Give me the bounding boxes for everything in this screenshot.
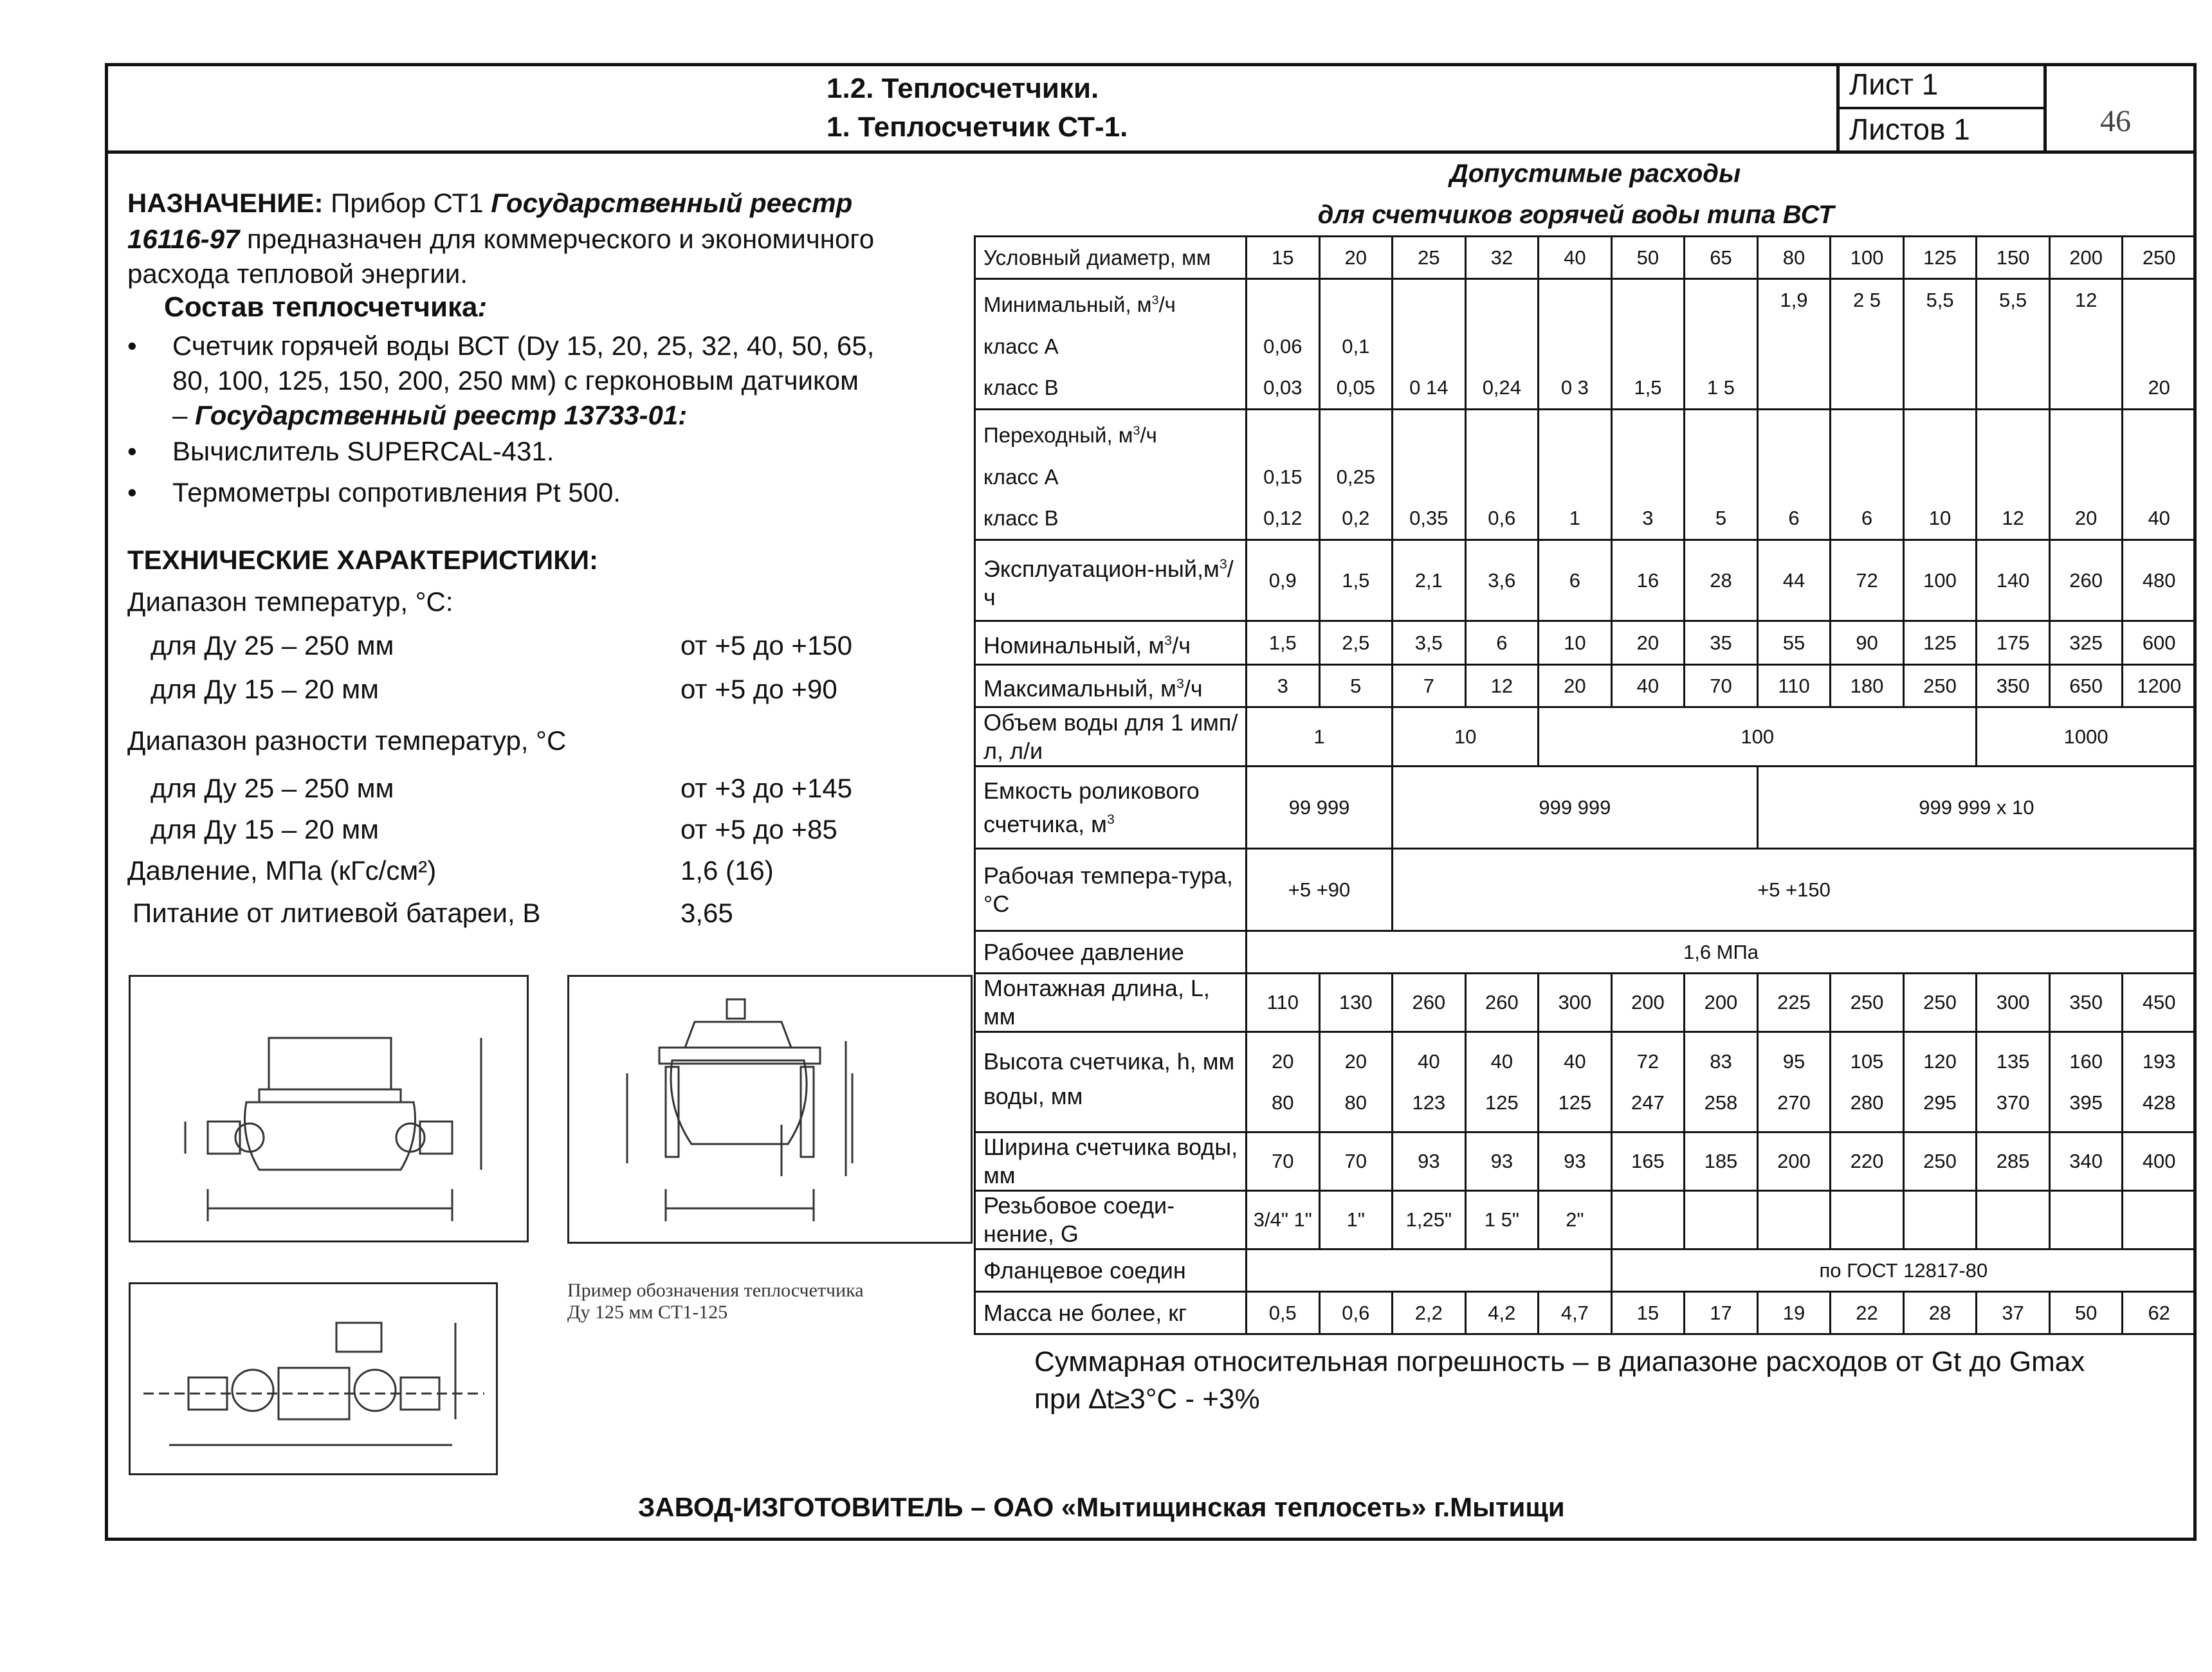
mounting-length-value: 200 bbox=[1685, 974, 1758, 1032]
thread-connection-value bbox=[1903, 1191, 1977, 1249]
meter-width-value: 93 bbox=[1393, 1132, 1466, 1191]
sheet-label: Лист 1 bbox=[1849, 68, 1939, 101]
operational-flow-row bbox=[975, 540, 2196, 621]
header-divider bbox=[105, 150, 2197, 154]
page-number: 46 bbox=[2100, 104, 2131, 138]
threaded-meter-icon bbox=[131, 977, 527, 1240]
error-note-line-1: Суммарная относительная погрешность – в диапазоне расходов от Gt до Gmax bbox=[1034, 1346, 2085, 1377]
mounting-length-value: 260 bbox=[1393, 974, 1466, 1032]
manufacturer-footer: ЗАВОД-ИЗГОТОВИТЕЛЬ – ОАО «Мытищинская теплосеть» г.Мытищи bbox=[638, 1492, 1565, 1522]
meter-height-value: 72 247 bbox=[1611, 1032, 1685, 1132]
max-flow-row bbox=[975, 665, 2196, 707]
diameter-value: 125 bbox=[1903, 237, 1977, 279]
nominal-flow-value: 1,5 bbox=[1247, 621, 1320, 665]
header-stamp-row-divider bbox=[1836, 107, 2045, 109]
counter-capacity-value: 99 999 bbox=[1247, 767, 1393, 849]
nominal-flow-value: 3,5 bbox=[1393, 621, 1466, 665]
thread-connection-value: 3/4" 1" bbox=[1247, 1191, 1320, 1249]
nominal-flow-value: 2,5 bbox=[1319, 621, 1393, 665]
transition-flow-value: 12 bbox=[1977, 410, 2050, 540]
transition-flow-value: 5 bbox=[1685, 410, 1758, 540]
meter-width-value: 165 bbox=[1611, 1132, 1685, 1191]
flange-connection-value: по ГОСТ 12817-80 bbox=[1611, 1249, 2195, 1292]
nominal-flow-value: 90 bbox=[1831, 621, 1904, 665]
transition-flow-value: 40 bbox=[2123, 410, 2196, 540]
flange-connection-value bbox=[1247, 1249, 1612, 1292]
diameter-value: 200 bbox=[2049, 237, 2123, 279]
meter-height-value: 120 295 bbox=[1903, 1032, 1977, 1132]
pressure-label: Давление, МПа (кГс/см²) bbox=[127, 855, 437, 886]
nominal-flow-value: 325 bbox=[2049, 621, 2123, 665]
diameter-row bbox=[975, 237, 2196, 279]
purpose-text-b: предназначен для коммерческого и экономичного bbox=[239, 224, 875, 254]
bullet-icon: • bbox=[127, 331, 137, 361]
nominal-flow-value: 10 bbox=[1539, 621, 1612, 665]
transition-flow-value: 0,6 bbox=[1465, 410, 1539, 540]
mounting-length-label: Монтажная длина, L, мм bbox=[975, 974, 1247, 1032]
mounting-length-value: 260 bbox=[1465, 974, 1539, 1032]
meter-height-value: 160 395 bbox=[2049, 1032, 2123, 1132]
mounting-length-value: 250 bbox=[1831, 974, 1904, 1032]
operational-flow-value: 1,5 bbox=[1319, 540, 1393, 621]
mass-value: 50 bbox=[2049, 1292, 2123, 1334]
nominal-flow-label: Номинальный, $м^3/ч$ bbox=[975, 621, 1247, 665]
max-flow-value: 12 bbox=[1465, 665, 1539, 707]
transition-flow-value: 3 bbox=[1611, 410, 1685, 540]
max-flow-value: 3 bbox=[1247, 665, 1320, 707]
mass-value: 4,2 bbox=[1465, 1292, 1539, 1334]
thread-connection-value bbox=[1831, 1191, 1904, 1249]
thread-connection-value bbox=[1977, 1191, 2050, 1249]
composition-item-2: Вычислитель SUPERCAL-431. bbox=[172, 436, 554, 466]
meter-width-value: 93 bbox=[1539, 1132, 1612, 1191]
working-temperature-label: Рабочая темпера-тура, °С bbox=[975, 849, 1247, 931]
composition-title bbox=[164, 291, 487, 324]
purpose-line-1 bbox=[127, 186, 852, 220]
temp-diff-row-1-label: для Ду 25 – 250 мм bbox=[151, 773, 394, 803]
operational-flow-value: 2,1 bbox=[1393, 540, 1466, 621]
thread-connection-value: 1 5" bbox=[1465, 1191, 1539, 1249]
operational-flow-value: 140 bbox=[1977, 540, 2050, 621]
flange-connection-row bbox=[975, 1249, 2196, 1292]
nominal-flow-value: 20 bbox=[1611, 621, 1685, 665]
max-flow-value: 180 bbox=[1831, 665, 1904, 707]
meter-height-value: 105 280 bbox=[1831, 1032, 1904, 1132]
meter-width-value: 185 bbox=[1685, 1132, 1758, 1191]
pulse-volume-value: 100 bbox=[1539, 707, 1977, 767]
operational-flow-value: 100 bbox=[1903, 540, 1977, 621]
operational-flow-value: 6 bbox=[1539, 540, 1612, 621]
max-flow-value: 1200 bbox=[2123, 665, 2196, 707]
meter-drawing-threaded bbox=[129, 975, 529, 1242]
thread-connection-value bbox=[2123, 1191, 2196, 1249]
working-pressure-row bbox=[975, 931, 2196, 974]
mass-value: 4,7 bbox=[1539, 1292, 1612, 1334]
pulse-volume-value: 1000 bbox=[1977, 707, 2196, 767]
nominal-flow-value: 600 bbox=[2123, 621, 2196, 665]
min-flow-value: 0,06 0,03 bbox=[1247, 279, 1320, 410]
mounting-length-value: 130 bbox=[1319, 974, 1393, 1032]
pulse-volume-row bbox=[975, 707, 2196, 767]
battery-value: 3,65 bbox=[681, 898, 733, 928]
table-title-line-2: для счетчиков горячей воды типа ВСТ bbox=[1317, 201, 1834, 229]
operational-flow-value: 16 bbox=[1611, 540, 1685, 621]
temp-range-row-1-value: от +5 до +150 bbox=[681, 630, 853, 660]
mounting-length-value: 200 bbox=[1611, 974, 1685, 1032]
min-flow-value: 1,9 bbox=[1757, 279, 1831, 410]
operational-flow-value: 0,9 bbox=[1247, 540, 1320, 621]
operational-flow-value: 260 bbox=[2049, 540, 2123, 621]
meter-height-row bbox=[975, 1032, 2196, 1132]
error-note-line-2: при ∆t≥3°С - +3% bbox=[1034, 1383, 1260, 1415]
meter-height-label: Высота счетчика, h, мм воды, мм bbox=[975, 1032, 1247, 1132]
meter-height-value: 193 428 bbox=[2123, 1032, 2196, 1132]
mounting-length-row bbox=[975, 974, 2196, 1032]
pulse-volume-value: 1 bbox=[1247, 707, 1393, 767]
designation-example-line-2: Ду 125 мм СТ1-125 bbox=[567, 1302, 728, 1323]
mounting-length-value: 250 bbox=[1903, 974, 1977, 1032]
max-flow-value: 250 bbox=[1903, 665, 1977, 707]
thread-connection-label: Резьбовое соеди-нение, G bbox=[975, 1191, 1247, 1249]
meter-height-value: 95 270 bbox=[1757, 1032, 1831, 1132]
temp-range-row-1-label: для Ду 25 – 250 мм bbox=[151, 630, 394, 660]
flow-rates-table bbox=[974, 235, 2197, 1335]
meter-height-value: 135 370 bbox=[1977, 1032, 2050, 1132]
composition-item-1-line-3 bbox=[172, 399, 687, 432]
min-flow-value: 20 bbox=[2123, 279, 2196, 410]
working-temperature-value: +5 +150 bbox=[1393, 849, 2196, 931]
pulse-volume-value: 10 bbox=[1393, 707, 1539, 767]
max-flow-value: 20 bbox=[1539, 665, 1612, 707]
meter-height-value: 20 80 bbox=[1247, 1032, 1320, 1132]
diameter-value: 65 bbox=[1685, 237, 1758, 279]
meter-width-label: Ширина счетчика воды, мм bbox=[975, 1132, 1247, 1191]
meter-width-value: 285 bbox=[1977, 1132, 2050, 1191]
working-temperature-value: +5 +90 bbox=[1247, 849, 1393, 931]
purpose-registry: Государственный реестр bbox=[491, 188, 853, 218]
min-flow-label: Минимальный, $м^3/ч$ класс А класс В bbox=[975, 279, 1247, 410]
mounting-length-value: 300 bbox=[1977, 974, 2050, 1032]
mounting-length-value: 350 bbox=[2049, 974, 2123, 1032]
diameter-value: 100 bbox=[1831, 237, 1904, 279]
meter-width-value: 70 bbox=[1247, 1132, 1320, 1191]
max-flow-value: 5 bbox=[1319, 665, 1393, 707]
diameter-value: 40 bbox=[1539, 237, 1612, 279]
max-flow-value: 7 bbox=[1393, 665, 1466, 707]
bullet-icon: • bbox=[127, 477, 137, 507]
thread-connection-value: 1" bbox=[1319, 1191, 1393, 1249]
operational-flow-value: 28 bbox=[1685, 540, 1758, 621]
specs-title: ТЕХНИЧЕСКИЕ ХАРАКТЕРИСТИКИ: bbox=[127, 545, 599, 575]
meter-drawing-flanged bbox=[567, 975, 973, 1244]
page-title-line-1: 1.2. Теплосчетчики. bbox=[827, 73, 1099, 104]
meter-height-value: 40 125 bbox=[1465, 1032, 1539, 1132]
transition-flow-value: 0,25 0,2 bbox=[1319, 410, 1393, 540]
transition-flow-value: 0,15 0,12 bbox=[1247, 410, 1320, 540]
composition-registry: Государственный реестр 13733-01 bbox=[195, 400, 679, 430]
nominal-flow-value: 175 bbox=[1977, 621, 2050, 665]
thread-connection-value bbox=[1757, 1191, 1831, 1249]
temp-range-label: Диапазон температур, °С: bbox=[127, 586, 453, 617]
mass-value: 2,2 bbox=[1393, 1292, 1466, 1334]
meter-width-value: 70 bbox=[1319, 1132, 1393, 1191]
composition-item-3: Термометры сопротивления Pt 500. bbox=[172, 477, 621, 507]
max-flow-label: Максимальный, $м^3/ч$ bbox=[975, 665, 1247, 707]
composition-title-colon: : bbox=[477, 291, 488, 323]
diameter-value: 20 bbox=[1319, 237, 1393, 279]
mounting-length-value: 225 bbox=[1757, 974, 1831, 1032]
max-flow-value: 70 bbox=[1685, 665, 1758, 707]
mass-value: 0,6 bbox=[1319, 1292, 1393, 1334]
pulse-volume-label: Объем воды для 1 имп/л, л/и bbox=[975, 707, 1247, 767]
temp-range-row-2-value: от +5 до +90 bbox=[681, 674, 837, 704]
mass-label: Масса не более, кг bbox=[975, 1292, 1247, 1334]
mass-value: 17 bbox=[1685, 1292, 1758, 1334]
meter-height-value: 40 125 bbox=[1539, 1032, 1612, 1132]
min-flow-row bbox=[975, 279, 2196, 410]
thread-connection-row bbox=[975, 1191, 2196, 1249]
temp-range-row-2-label: для Ду 15 – 20 мм bbox=[151, 674, 379, 704]
nominal-flow-row bbox=[975, 621, 2196, 665]
temp-diff-row-2-label: для Ду 15 – 20 мм bbox=[151, 814, 379, 844]
mass-value: 19 bbox=[1757, 1292, 1831, 1334]
composition-item-1-line-1: Счетчик горячей воды ВСТ (Dy 15, 20, 25, 32, 40, 50, 65, bbox=[172, 331, 875, 361]
diameter-value: 80 bbox=[1757, 237, 1831, 279]
diameter-value: 150 bbox=[1977, 237, 2050, 279]
transition-flow-value: 0,35 bbox=[1393, 410, 1466, 540]
purpose-text-a: Прибор СТ1 bbox=[323, 188, 491, 218]
counter-capacity-value: 999 999 x 10 bbox=[1757, 767, 2195, 849]
transition-flow-label: Переходный, $м^3/ч$ класс А класс В bbox=[975, 410, 1247, 540]
thread-connection-value bbox=[2049, 1191, 2123, 1249]
transition-flow-value: 20 bbox=[2049, 410, 2123, 540]
counter-capacity-row bbox=[975, 767, 2196, 849]
diameter-value: 250 bbox=[2123, 237, 2196, 279]
temp-diff-label: Диапазон разности температур, °С bbox=[127, 725, 567, 756]
meter-width-value: 220 bbox=[1831, 1132, 1904, 1191]
meter-drawing-assembly bbox=[129, 1282, 498, 1475]
diameter-value: 15 bbox=[1247, 237, 1320, 279]
min-flow-value: 0 14 bbox=[1393, 279, 1466, 410]
meter-width-value: 200 bbox=[1757, 1132, 1831, 1191]
transition-flow-value: 1 bbox=[1539, 410, 1612, 540]
composition-dash: – bbox=[172, 400, 196, 430]
mounting-length-value: 300 bbox=[1539, 974, 1612, 1032]
diameter-value: 25 bbox=[1393, 237, 1466, 279]
min-flow-value: 0,1 0,05 bbox=[1319, 279, 1393, 410]
temp-diff-row-2-value: от +5 до +85 bbox=[681, 814, 837, 844]
diameter-label: Условный диаметр, мм bbox=[975, 237, 1247, 279]
meter-width-value: 400 bbox=[2123, 1132, 2196, 1191]
min-flow-value: 5,5 bbox=[1903, 279, 1977, 410]
transition-flow-value: 10 bbox=[1903, 410, 1977, 540]
transition-flow-row bbox=[975, 410, 2196, 540]
meter-width-value: 250 bbox=[1903, 1132, 1977, 1191]
bullet-icon: • bbox=[127, 436, 137, 466]
nominal-flow-value: 125 bbox=[1903, 621, 1977, 665]
counter-capacity-value: 999 999 bbox=[1393, 767, 1758, 849]
purpose-registry-no: 16116-97 bbox=[127, 224, 240, 254]
counter-capacity-label: Емкость роликового счетчика, $м^3$ bbox=[975, 767, 1247, 849]
min-flow-value: 0 3 bbox=[1539, 279, 1612, 410]
thread-connection-value: 1,25" bbox=[1393, 1191, 1466, 1249]
flanged-meter-icon bbox=[569, 977, 971, 1242]
pressure-value: 1,6 (16) bbox=[681, 855, 774, 886]
min-flow-value: 5,5 bbox=[1977, 279, 2050, 410]
operational-flow-value: 480 bbox=[2123, 540, 2196, 621]
purpose-line-3: расхода тепловой энергии. bbox=[127, 259, 468, 289]
mass-value: 0,5 bbox=[1247, 1292, 1320, 1334]
thread-connection-value: 2" bbox=[1539, 1191, 1612, 1249]
meter-width-value: 93 bbox=[1465, 1132, 1539, 1191]
table-title-line-1: Допустимые расходы bbox=[1449, 159, 1741, 188]
nominal-flow-value: 6 bbox=[1465, 621, 1539, 665]
operational-flow-value: 72 bbox=[1831, 540, 1904, 621]
mass-value: 62 bbox=[2123, 1292, 2196, 1334]
transition-flow-value: 6 bbox=[1757, 410, 1831, 540]
min-flow-value: 0,24 bbox=[1465, 279, 1539, 410]
nominal-flow-value: 35 bbox=[1685, 621, 1758, 665]
flange-connection-label: Фланцевое соедин bbox=[975, 1249, 1247, 1292]
mass-value: 15 bbox=[1611, 1292, 1685, 1334]
max-flow-value: 110 bbox=[1757, 665, 1831, 707]
working-temperature-row bbox=[975, 849, 2196, 931]
thread-connection-value bbox=[1611, 1191, 1685, 1249]
meter-width-row bbox=[975, 1132, 2196, 1191]
operational-flow-value: 44 bbox=[1757, 540, 1831, 621]
purpose-line-2 bbox=[127, 223, 874, 256]
composition-registry-colon: : bbox=[678, 400, 688, 430]
meter-height-value: 20 80 bbox=[1319, 1032, 1393, 1132]
temp-diff-row-1-value: от +3 до +145 bbox=[681, 773, 853, 803]
mounting-length-value: 110 bbox=[1247, 974, 1320, 1032]
meter-height-value: 83 258 bbox=[1685, 1032, 1758, 1132]
min-flow-value: 1,5 bbox=[1611, 279, 1685, 410]
max-flow-value: 350 bbox=[1977, 665, 2050, 707]
composition-title-text: Состав теплосчетчика bbox=[164, 291, 478, 323]
max-flow-value: 650 bbox=[2049, 665, 2123, 707]
meter-width-value: 340 bbox=[2049, 1132, 2123, 1191]
working-pressure-label: Рабочее давление bbox=[975, 931, 1247, 974]
thread-connection-value bbox=[1685, 1191, 1758, 1249]
designation-example-line-1: Пример обозначения теплосчетчика bbox=[567, 1280, 864, 1301]
battery-label: Питание от литиевой батареи, В bbox=[133, 898, 541, 928]
purpose-label: НАЗНАЧЕНИЕ: bbox=[127, 188, 324, 218]
mass-row bbox=[975, 1292, 2196, 1334]
operational-flow-value: 3,6 bbox=[1465, 540, 1539, 621]
meter-height-value: 40 123 bbox=[1393, 1032, 1466, 1132]
mass-value: 22 bbox=[1831, 1292, 1904, 1334]
diameter-value: 50 bbox=[1611, 237, 1685, 279]
max-flow-value: 40 bbox=[1611, 665, 1685, 707]
min-flow-value: 1 5 bbox=[1685, 279, 1758, 410]
nominal-flow-value: 55 bbox=[1757, 621, 1831, 665]
min-flow-value: 2 5 bbox=[1831, 279, 1904, 410]
composition-item-1-line-2: 80, 100, 125, 150, 200, 250 мм) с герконовым датчиком bbox=[172, 365, 859, 395]
diameter-value: 32 bbox=[1465, 237, 1539, 279]
operational-flow-label: Эксплуатацион-$ный,м^3/ч$ bbox=[975, 540, 1247, 621]
sheets-label: Листов 1 bbox=[1849, 113, 1970, 146]
page-title-line-2: 1. Теплосчетчик СТ-1. bbox=[827, 111, 1128, 143]
min-flow-value: 12 bbox=[2049, 279, 2123, 410]
heat-meter-assembly-icon bbox=[131, 1284, 496, 1473]
mass-value: 37 bbox=[1977, 1292, 2050, 1334]
mass-value: 28 bbox=[1903, 1292, 1977, 1334]
working-pressure-value: 1,6 МПа bbox=[1247, 931, 2196, 974]
mounting-length-value: 450 bbox=[2123, 974, 2196, 1032]
transition-flow-value: 6 bbox=[1831, 410, 1904, 540]
